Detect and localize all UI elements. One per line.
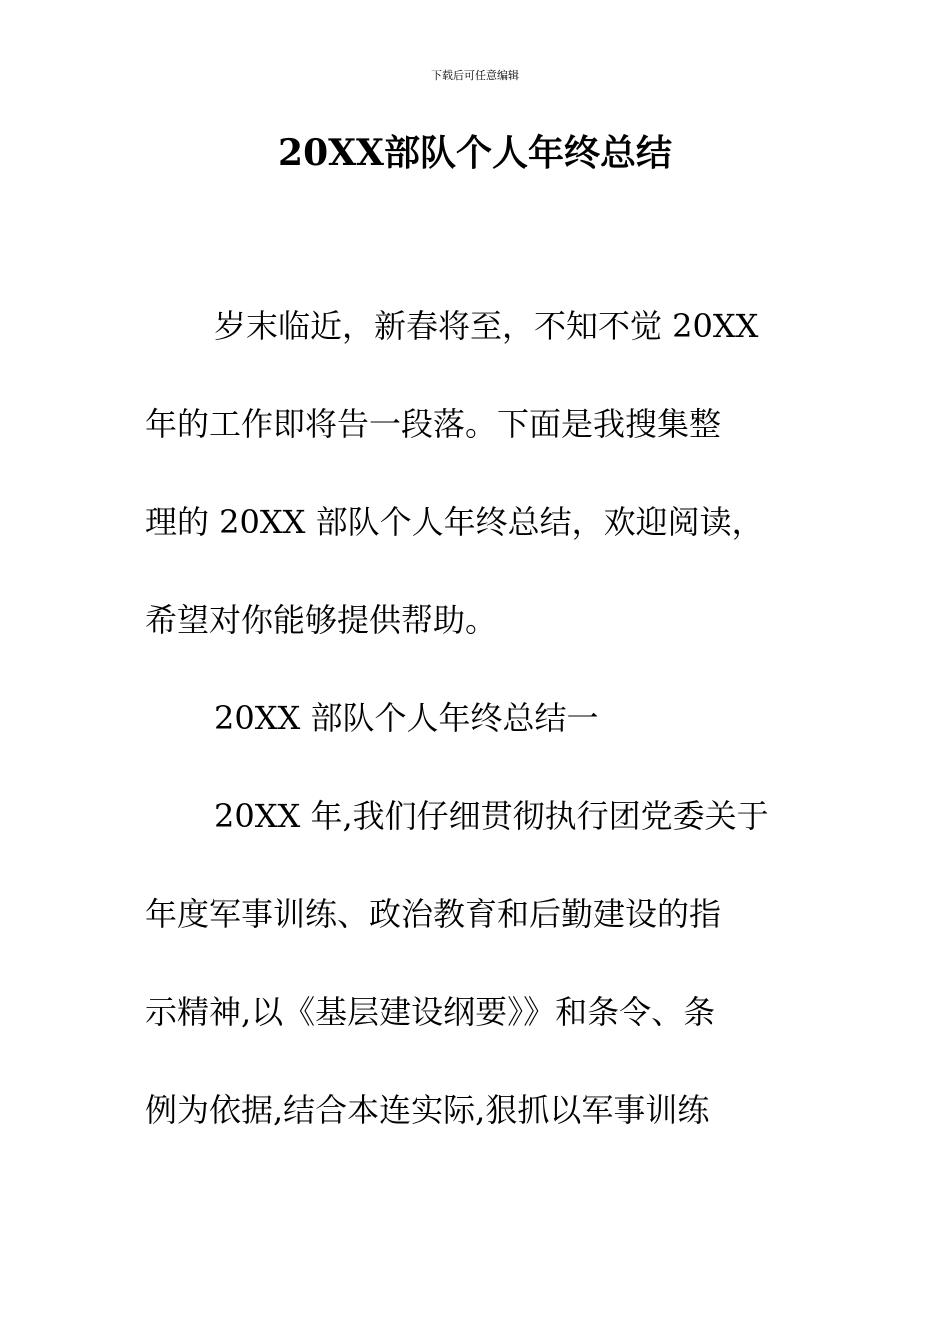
section-heading: 20XX 部队个人年终总结一 (214, 699, 599, 737)
body-line: 理的 20XX 部队个人年终总结，欢迎阅读， (145, 503, 764, 541)
body-line: 年度军事训练、政治教育和后勤建设的指 (145, 895, 722, 933)
header-note: 下载后可任意编辑 (431, 69, 519, 82)
body-line: 示精神,以《基层建设纲要》》和条令、条 (145, 993, 716, 1031)
body-line: 岁末临近，新春将至，不知不觉 20XX (214, 307, 759, 345)
body-line: 年的工作即将告一段落。下面是我搜集整 (145, 405, 722, 443)
document-title: 20XX部队个人年终总结 (278, 132, 672, 174)
body-line: 例为依据,结合本连实际,狠抓以军事训练 (145, 1091, 710, 1129)
body-line: 20XX 年,我们仔细贯彻执行团党委关于 (214, 797, 769, 835)
body-line: 希望对你能够提供帮助。 (145, 601, 498, 639)
